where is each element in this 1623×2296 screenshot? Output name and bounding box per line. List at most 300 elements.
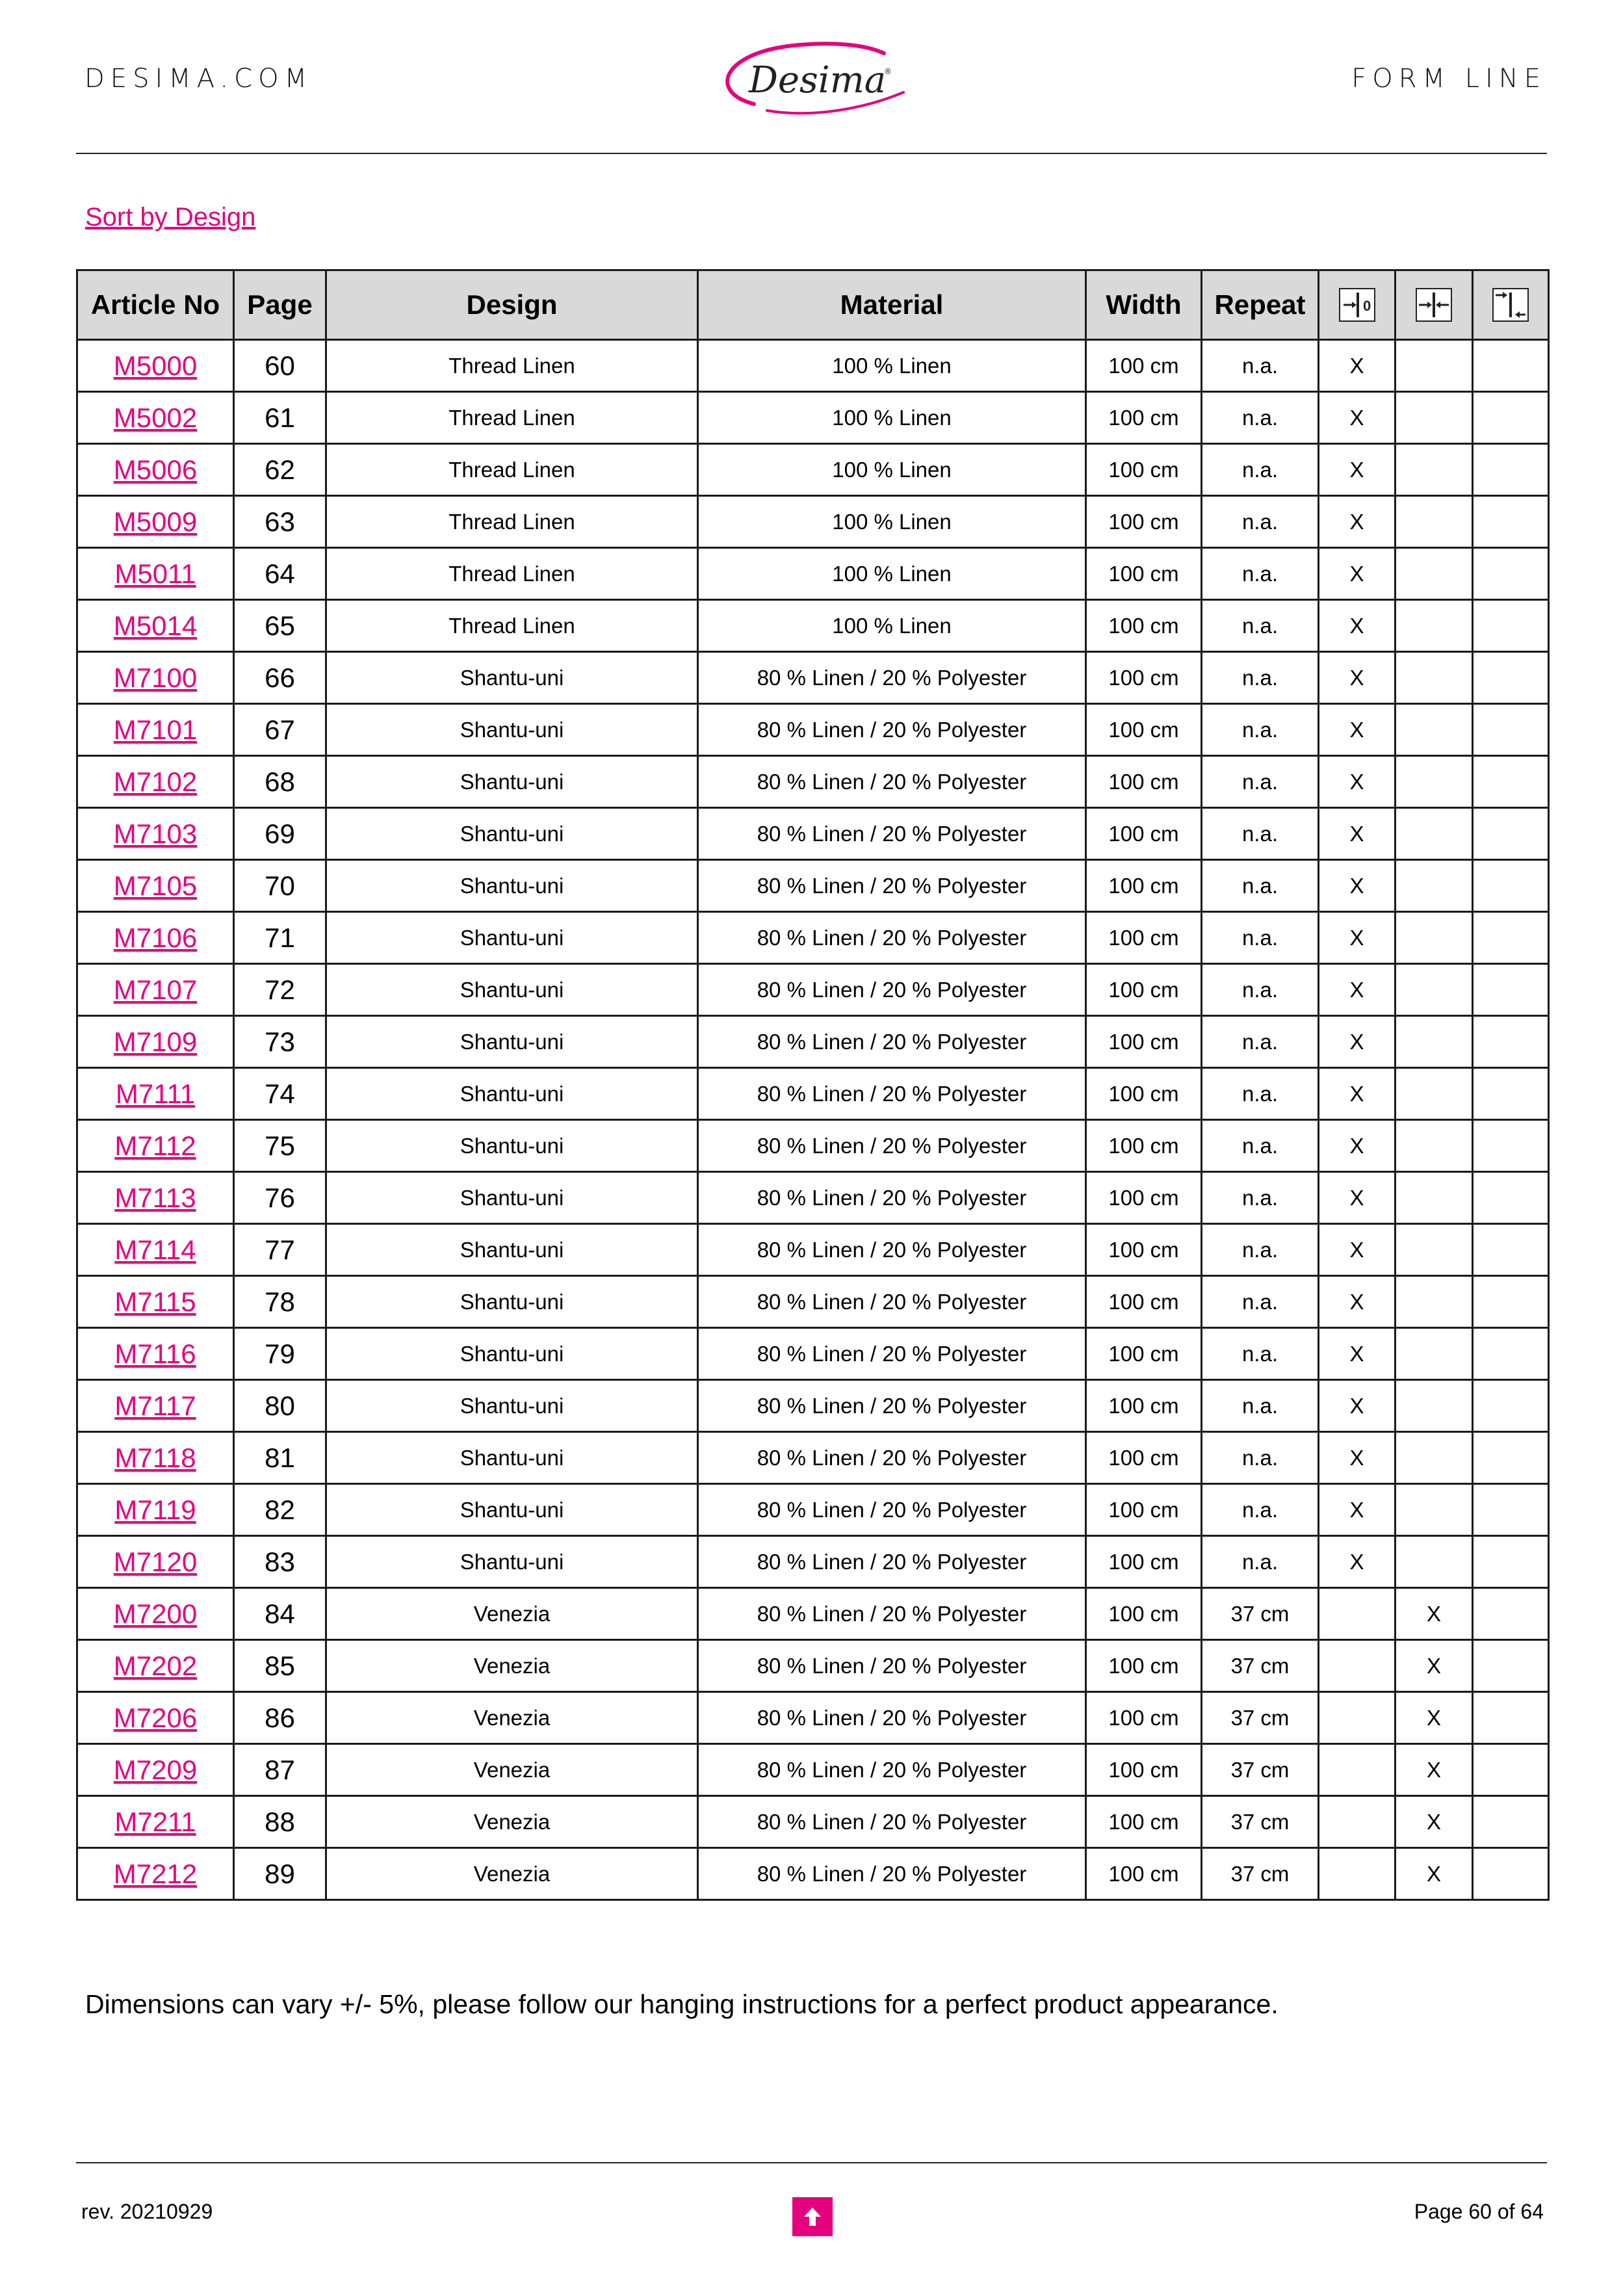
repeat-cell: 37 cm: [1202, 1588, 1319, 1640]
table-row: [77, 1380, 1549, 1432]
width-cell: 100 cm: [1086, 1744, 1202, 1796]
table-row: [77, 1796, 1549, 1848]
width-cell: 100 cm: [1086, 1120, 1202, 1172]
article-link[interactable]: M7102: [113, 766, 198, 797]
fold-center-cell: [1396, 1120, 1473, 1172]
material-cell: 80 % Linen / 20 % Polyester: [698, 704, 1086, 756]
fold-zero-cell: X: [1319, 1016, 1396, 1068]
repeat-cell: n.a.: [1202, 1276, 1319, 1328]
fold-zero-cell: X: [1319, 1484, 1396, 1536]
repeat-cell: n.a.: [1202, 808, 1319, 860]
design-cell: Venezia: [326, 1744, 698, 1796]
article-cell: [77, 548, 234, 600]
page-cell: 89: [234, 1848, 326, 1900]
fold-zero-icon: [1338, 287, 1376, 322]
table-row: [77, 1172, 1549, 1224]
revision-label: rev. 20210929: [81, 2200, 213, 2223]
col-icon-2: [1396, 270, 1473, 340]
fold-edge-cell: [1473, 964, 1549, 1016]
table-row: [77, 496, 1549, 548]
fold-zero-cell: X: [1319, 600, 1396, 652]
article-link[interactable]: M7111: [115, 1078, 196, 1109]
article-cell: [77, 860, 234, 912]
repeat-cell: n.a.: [1202, 964, 1319, 1016]
article-cell: [77, 600, 234, 652]
fold-zero-cell: [1319, 1640, 1396, 1692]
design-cell: Venezia: [326, 1588, 698, 1640]
fold-zero-cell: X: [1319, 1380, 1396, 1432]
fold-center-cell: [1396, 1484, 1473, 1536]
fold-edge-cell: [1473, 1796, 1549, 1848]
width-cell: 100 cm: [1086, 1692, 1202, 1744]
sort-by-design-link[interactable]: Sort by Design: [85, 203, 256, 231]
article-cell: [77, 1016, 234, 1068]
page-cell: 87: [234, 1744, 326, 1796]
design-cell: Thread Linen: [326, 392, 698, 444]
article-cell: [77, 1068, 234, 1120]
design-cell: Shantu-uni: [326, 1276, 698, 1328]
material-cell: 80 % Linen / 20 % Polyester: [698, 1536, 1086, 1588]
fold-edge-cell: [1473, 444, 1549, 496]
table-row: [77, 1484, 1549, 1536]
article-cell: [77, 1380, 234, 1432]
repeat-cell: n.a.: [1202, 704, 1319, 756]
page-cell: 79: [234, 1328, 326, 1380]
fold-zero-cell: X: [1319, 340, 1396, 392]
page-cell: 63: [234, 496, 326, 548]
article-cell: [77, 652, 234, 704]
fold-zero-cell: X: [1319, 444, 1396, 496]
table-row: [77, 1328, 1549, 1380]
page-cell: 86: [234, 1692, 326, 1744]
table-row: [77, 1744, 1549, 1796]
fold-edge-cell: [1473, 392, 1549, 444]
width-cell: 100 cm: [1086, 1224, 1202, 1276]
fold-center-cell: [1396, 860, 1473, 912]
design-cell: Shantu-uni: [326, 860, 698, 912]
material-cell: 80 % Linen / 20 % Polyester: [698, 1328, 1086, 1380]
repeat-cell: n.a.: [1202, 444, 1319, 496]
material-cell: 80 % Linen / 20 % Polyester: [698, 964, 1086, 1016]
table-body: [77, 340, 1549, 1900]
article-link[interactable]: M5014: [113, 610, 198, 641]
fold-edge-cell: [1473, 1848, 1549, 1900]
article-cell: [77, 1328, 234, 1380]
material-cell: 100 % Linen: [698, 340, 1086, 392]
col-repeat: Repeat: [1202, 270, 1319, 340]
desima-logo: [708, 27, 916, 125]
repeat-cell: n.a.: [1202, 912, 1319, 964]
fold-center-cell: X: [1396, 1796, 1473, 1848]
material-cell: 80 % Linen / 20 % Polyester: [698, 1016, 1086, 1068]
page-cell: 72: [234, 964, 326, 1016]
fold-zero-cell: X: [1319, 860, 1396, 912]
fold-center-cell: [1396, 1276, 1473, 1328]
design-cell: Thread Linen: [326, 496, 698, 548]
article-cell: [77, 1224, 234, 1276]
design-cell: Shantu-uni: [326, 1380, 698, 1432]
logo-text: Desima: [749, 59, 887, 101]
page-cell: 75: [234, 1120, 326, 1172]
fold-zero-cell: X: [1319, 652, 1396, 704]
repeat-cell: n.a.: [1202, 860, 1319, 912]
width-cell: 100 cm: [1086, 860, 1202, 912]
fold-zero-cell: [1319, 1744, 1396, 1796]
fold-zero-cell: X: [1319, 1536, 1396, 1588]
fold-zero-cell: X: [1319, 1224, 1396, 1276]
material-cell: 80 % Linen / 20 % Polyester: [698, 1692, 1086, 1744]
fold-zero-cell: X: [1319, 912, 1396, 964]
material-cell: 100 % Linen: [698, 444, 1086, 496]
site-name: DESIMA.COM: [84, 64, 313, 94]
width-cell: 100 cm: [1086, 1848, 1202, 1900]
design-cell: Thread Linen: [326, 340, 698, 392]
repeat-cell: n.a.: [1202, 1016, 1319, 1068]
page-cell: 88: [234, 1796, 326, 1848]
fold-center-cell: [1396, 1068, 1473, 1120]
fold-edge-cell: [1473, 808, 1549, 860]
material-cell: 80 % Linen / 20 % Polyester: [698, 1068, 1086, 1120]
material-cell: 80 % Linen / 20 % Polyester: [698, 1744, 1086, 1796]
col-icon-1: [1319, 270, 1396, 340]
material-cell: 80 % Linen / 20 % Polyester: [698, 1432, 1086, 1484]
article-link[interactable]: M7115: [114, 1286, 196, 1317]
arrow-up-icon: [803, 2206, 822, 2228]
table-row: [77, 860, 1549, 912]
material-cell: 100 % Linen: [698, 392, 1086, 444]
article-link[interactable]: M7209: [113, 1754, 198, 1785]
article-cell: [77, 1172, 234, 1224]
fold-edge-cell: [1473, 860, 1549, 912]
width-cell: 100 cm: [1086, 548, 1202, 600]
article-link[interactable]: M7206: [113, 1702, 198, 1733]
width-cell: 100 cm: [1086, 444, 1202, 496]
col-page: Page: [234, 270, 326, 340]
article-cell: [77, 1848, 234, 1900]
material-cell: 80 % Linen / 20 % Polyester: [698, 1848, 1086, 1900]
fold-edge-cell: [1473, 548, 1549, 600]
page-cell: 76: [234, 1172, 326, 1224]
fold-center-cell: [1396, 1380, 1473, 1432]
article-link[interactable]: M7113: [114, 1182, 196, 1213]
article-link[interactable]: M7103: [113, 818, 198, 849]
material-cell: 80 % Linen / 20 % Polyester: [698, 1120, 1086, 1172]
width-cell: 100 cm: [1086, 600, 1202, 652]
col-article-no: Article No: [77, 270, 234, 340]
table-row: [77, 340, 1549, 392]
design-cell: Venezia: [326, 1848, 698, 1900]
fold-edge-cell: [1473, 1328, 1549, 1380]
table-row: [77, 1640, 1549, 1692]
fold-edge-cell: [1473, 1432, 1549, 1484]
header-divider: [76, 153, 1547, 154]
article-cell: [77, 1276, 234, 1328]
fold-edge-cell: [1473, 1744, 1549, 1796]
fold-center-cell: [1396, 652, 1473, 704]
svg-text:0: 0: [1362, 298, 1371, 314]
article-link[interactable]: M7120: [113, 1546, 198, 1577]
width-cell: 100 cm: [1086, 704, 1202, 756]
article-cell: [77, 912, 234, 964]
table-row: [77, 1432, 1549, 1484]
material-cell: 80 % Linen / 20 % Polyester: [698, 1380, 1086, 1432]
article-link[interactable]: M7105: [113, 870, 198, 901]
repeat-cell: n.a.: [1202, 1172, 1319, 1224]
fold-edge-cell: [1473, 600, 1549, 652]
fold-zero-cell: X: [1319, 1172, 1396, 1224]
table-row: [77, 756, 1549, 808]
table-row: [77, 1276, 1549, 1328]
fold-zero-cell: [1319, 1848, 1396, 1900]
article-link[interactable]: M7109: [113, 1026, 198, 1057]
table-row: [77, 1120, 1549, 1172]
width-cell: 100 cm: [1086, 1484, 1202, 1536]
back-to-top-button[interactable]: [792, 2197, 833, 2236]
fold-center-icon: [1415, 287, 1453, 322]
material-cell: 100 % Linen: [698, 600, 1086, 652]
fold-zero-cell: X: [1319, 1276, 1396, 1328]
article-link[interactable]: M5011: [114, 558, 196, 589]
page-cell: 71: [234, 912, 326, 964]
material-cell: 80 % Linen / 20 % Polyester: [698, 860, 1086, 912]
repeat-cell: n.a.: [1202, 1432, 1319, 1484]
design-cell: Shantu-uni: [326, 1172, 698, 1224]
article-cell: [77, 1484, 234, 1536]
article-cell: [77, 756, 234, 808]
fold-edge-cell: [1473, 756, 1549, 808]
article-cell: [77, 1120, 234, 1172]
width-cell: 100 cm: [1086, 756, 1202, 808]
width-cell: 100 cm: [1086, 340, 1202, 392]
fold-zero-cell: X: [1319, 496, 1396, 548]
article-link[interactable]: M7118: [114, 1442, 196, 1473]
fold-edge-cell: [1473, 1588, 1549, 1640]
fold-center-cell: [1396, 1224, 1473, 1276]
design-cell: Shantu-uni: [326, 704, 698, 756]
repeat-cell: n.a.: [1202, 1068, 1319, 1120]
fold-center-cell: [1396, 1016, 1473, 1068]
material-cell: 80 % Linen / 20 % Polyester: [698, 1484, 1086, 1536]
design-cell: Shantu-uni: [326, 1432, 698, 1484]
table-row: [77, 912, 1549, 964]
article-link[interactable]: M5002: [113, 402, 198, 433]
design-cell: Shantu-uni: [326, 1120, 698, 1172]
fold-edge-cell: [1473, 704, 1549, 756]
material-cell: 100 % Linen: [698, 496, 1086, 548]
width-cell: 100 cm: [1086, 1380, 1202, 1432]
width-cell: 100 cm: [1086, 496, 1202, 548]
table-header-row: [77, 270, 1549, 340]
table-row: [77, 1224, 1549, 1276]
repeat-cell: n.a.: [1202, 1224, 1319, 1276]
repeat-cell: 37 cm: [1202, 1744, 1319, 1796]
repeat-cell: n.a.: [1202, 548, 1319, 600]
article-link[interactable]: M7114: [114, 1234, 196, 1265]
fold-center-cell: [1396, 964, 1473, 1016]
material-cell: 80 % Linen / 20 % Polyester: [698, 1796, 1086, 1848]
design-cell: Shantu-uni: [326, 1536, 698, 1588]
fold-center-cell: [1396, 444, 1473, 496]
page-cell: 74: [234, 1068, 326, 1120]
material-cell: 80 % Linen / 20 % Polyester: [698, 1172, 1086, 1224]
page-cell: 60: [234, 340, 326, 392]
width-cell: 100 cm: [1086, 1588, 1202, 1640]
article-link[interactable]: M7106: [113, 922, 198, 953]
article-link[interactable]: M7100: [113, 662, 198, 693]
repeat-cell: 37 cm: [1202, 1796, 1319, 1848]
fold-edge-cell: [1473, 340, 1549, 392]
design-cell: Shantu-uni: [326, 756, 698, 808]
material-cell: 80 % Linen / 20 % Polyester: [698, 1224, 1086, 1276]
width-cell: 100 cm: [1086, 1796, 1202, 1848]
fold-edge-cell: [1473, 1172, 1549, 1224]
fold-center-cell: [1396, 808, 1473, 860]
design-cell: Shantu-uni: [326, 912, 698, 964]
page-cell: 81: [234, 1432, 326, 1484]
article-link[interactable]: M7212: [113, 1858, 198, 1889]
fold-center-cell: [1396, 1536, 1473, 1588]
design-cell: Thread Linen: [326, 600, 698, 652]
footer-divider: [76, 2162, 1547, 2163]
width-cell: 100 cm: [1086, 1016, 1202, 1068]
article-link[interactable]: M7202: [113, 1650, 198, 1681]
repeat-cell: n.a.: [1202, 1328, 1319, 1380]
design-cell: Shantu-uni: [326, 1016, 698, 1068]
fold-center-cell: [1396, 1172, 1473, 1224]
fold-center-cell: [1396, 912, 1473, 964]
fold-zero-cell: X: [1319, 392, 1396, 444]
page-cell: 84: [234, 1588, 326, 1640]
page-cell: 83: [234, 1536, 326, 1588]
width-cell: 100 cm: [1086, 1536, 1202, 1588]
fold-zero-cell: X: [1319, 548, 1396, 600]
article-link[interactable]: M5009: [113, 506, 198, 537]
fold-center-cell: X: [1396, 1692, 1473, 1744]
fold-center-cell: [1396, 756, 1473, 808]
article-cell: [77, 1588, 234, 1640]
table-row: [77, 548, 1549, 600]
fold-edge-cell: [1473, 1692, 1549, 1744]
fold-edge-cell: [1473, 1380, 1549, 1432]
fold-edge-cell: [1473, 1016, 1549, 1068]
width-cell: 100 cm: [1086, 964, 1202, 1016]
repeat-cell: n.a.: [1202, 1380, 1319, 1432]
fold-edge-cell: [1473, 1276, 1549, 1328]
table-row: [77, 652, 1549, 704]
width-cell: 100 cm: [1086, 1068, 1202, 1120]
design-cell: Shantu-uni: [326, 1224, 698, 1276]
table-row: [77, 1016, 1549, 1068]
col-material: Material: [698, 270, 1086, 340]
collection-name: FORM LINE: [1351, 64, 1546, 94]
article-link[interactable]: M7119: [114, 1494, 196, 1525]
material-cell: 80 % Linen / 20 % Polyester: [698, 652, 1086, 704]
width-cell: 100 cm: [1086, 652, 1202, 704]
design-cell: Shantu-uni: [326, 1328, 698, 1380]
fold-center-cell: [1396, 548, 1473, 600]
fold-zero-cell: X: [1319, 1120, 1396, 1172]
article-cell: [77, 392, 234, 444]
fold-edge-cell: [1473, 1536, 1549, 1588]
width-cell: 100 cm: [1086, 392, 1202, 444]
table-row: [77, 1068, 1549, 1120]
fold-zero-cell: [1319, 1796, 1396, 1848]
fold-edge-cell: [1473, 496, 1549, 548]
page-cell: 67: [234, 704, 326, 756]
width-cell: 100 cm: [1086, 1432, 1202, 1484]
fold-center-cell: X: [1396, 1744, 1473, 1796]
article-cell: [77, 1432, 234, 1484]
material-cell: 80 % Linen / 20 % Polyester: [698, 1588, 1086, 1640]
article-link[interactable]: M5006: [113, 454, 198, 485]
article-link[interactable]: M7107: [113, 974, 198, 1005]
fold-edge-cell: [1473, 912, 1549, 964]
table-row: [77, 808, 1549, 860]
design-cell: Venezia: [326, 1796, 698, 1848]
material-cell: 80 % Linen / 20 % Polyester: [698, 912, 1086, 964]
page-cell: 64: [234, 548, 326, 600]
page-cell: 69: [234, 808, 326, 860]
design-cell: Thread Linen: [326, 444, 698, 496]
page-cell: 66: [234, 652, 326, 704]
fold-edge-cell: [1473, 1484, 1549, 1536]
fold-center-cell: [1396, 704, 1473, 756]
repeat-cell: 37 cm: [1202, 1692, 1319, 1744]
page-cell: 78: [234, 1276, 326, 1328]
article-cell: [77, 1692, 234, 1744]
article-link[interactable]: M5000: [113, 350, 198, 381]
article-link[interactable]: M7112: [114, 1130, 196, 1161]
design-cell: Shantu-uni: [326, 1068, 698, 1120]
width-cell: 100 cm: [1086, 1172, 1202, 1224]
fold-zero-cell: X: [1319, 808, 1396, 860]
repeat-cell: 37 cm: [1202, 1848, 1319, 1900]
table-row: [77, 1536, 1549, 1588]
material-cell: 100 % Linen: [698, 548, 1086, 600]
article-link[interactable]: M7200: [113, 1598, 198, 1629]
article-link[interactable]: M7117: [114, 1390, 196, 1421]
repeat-cell: n.a.: [1202, 756, 1319, 808]
article-link[interactable]: M7211: [114, 1806, 196, 1837]
repeat-cell: n.a.: [1202, 652, 1319, 704]
fold-center-cell: [1396, 600, 1473, 652]
material-cell: 80 % Linen / 20 % Polyester: [698, 1276, 1086, 1328]
repeat-cell: n.a.: [1202, 392, 1319, 444]
width-cell: 100 cm: [1086, 912, 1202, 964]
article-cell: [77, 1640, 234, 1692]
repeat-cell: n.a.: [1202, 600, 1319, 652]
fold-center-cell: [1396, 340, 1473, 392]
page-indicator: Page 60 of 64: [1414, 2200, 1544, 2223]
page-cell: 77: [234, 1224, 326, 1276]
page-cell: 82: [234, 1484, 326, 1536]
table-row: [77, 964, 1549, 1016]
repeat-cell: n.a.: [1202, 1120, 1319, 1172]
fold-center-cell: [1396, 1328, 1473, 1380]
table-row: [77, 704, 1549, 756]
article-link[interactable]: M7101: [113, 714, 198, 745]
page-cell: 85: [234, 1640, 326, 1692]
material-cell: 80 % Linen / 20 % Polyester: [698, 756, 1086, 808]
repeat-cell: 37 cm: [1202, 1640, 1319, 1692]
design-cell: Shantu-uni: [326, 1484, 698, 1536]
article-link[interactable]: M7116: [114, 1338, 196, 1369]
dimension-note: Dimensions can vary +/- 5%, please follow our hanging instructions for a perfect product appearance.: [85, 1989, 1279, 2019]
article-cell: [77, 1744, 234, 1796]
fold-zero-cell: X: [1319, 1328, 1396, 1380]
table-row: [77, 1692, 1549, 1744]
article-cell: [77, 808, 234, 860]
